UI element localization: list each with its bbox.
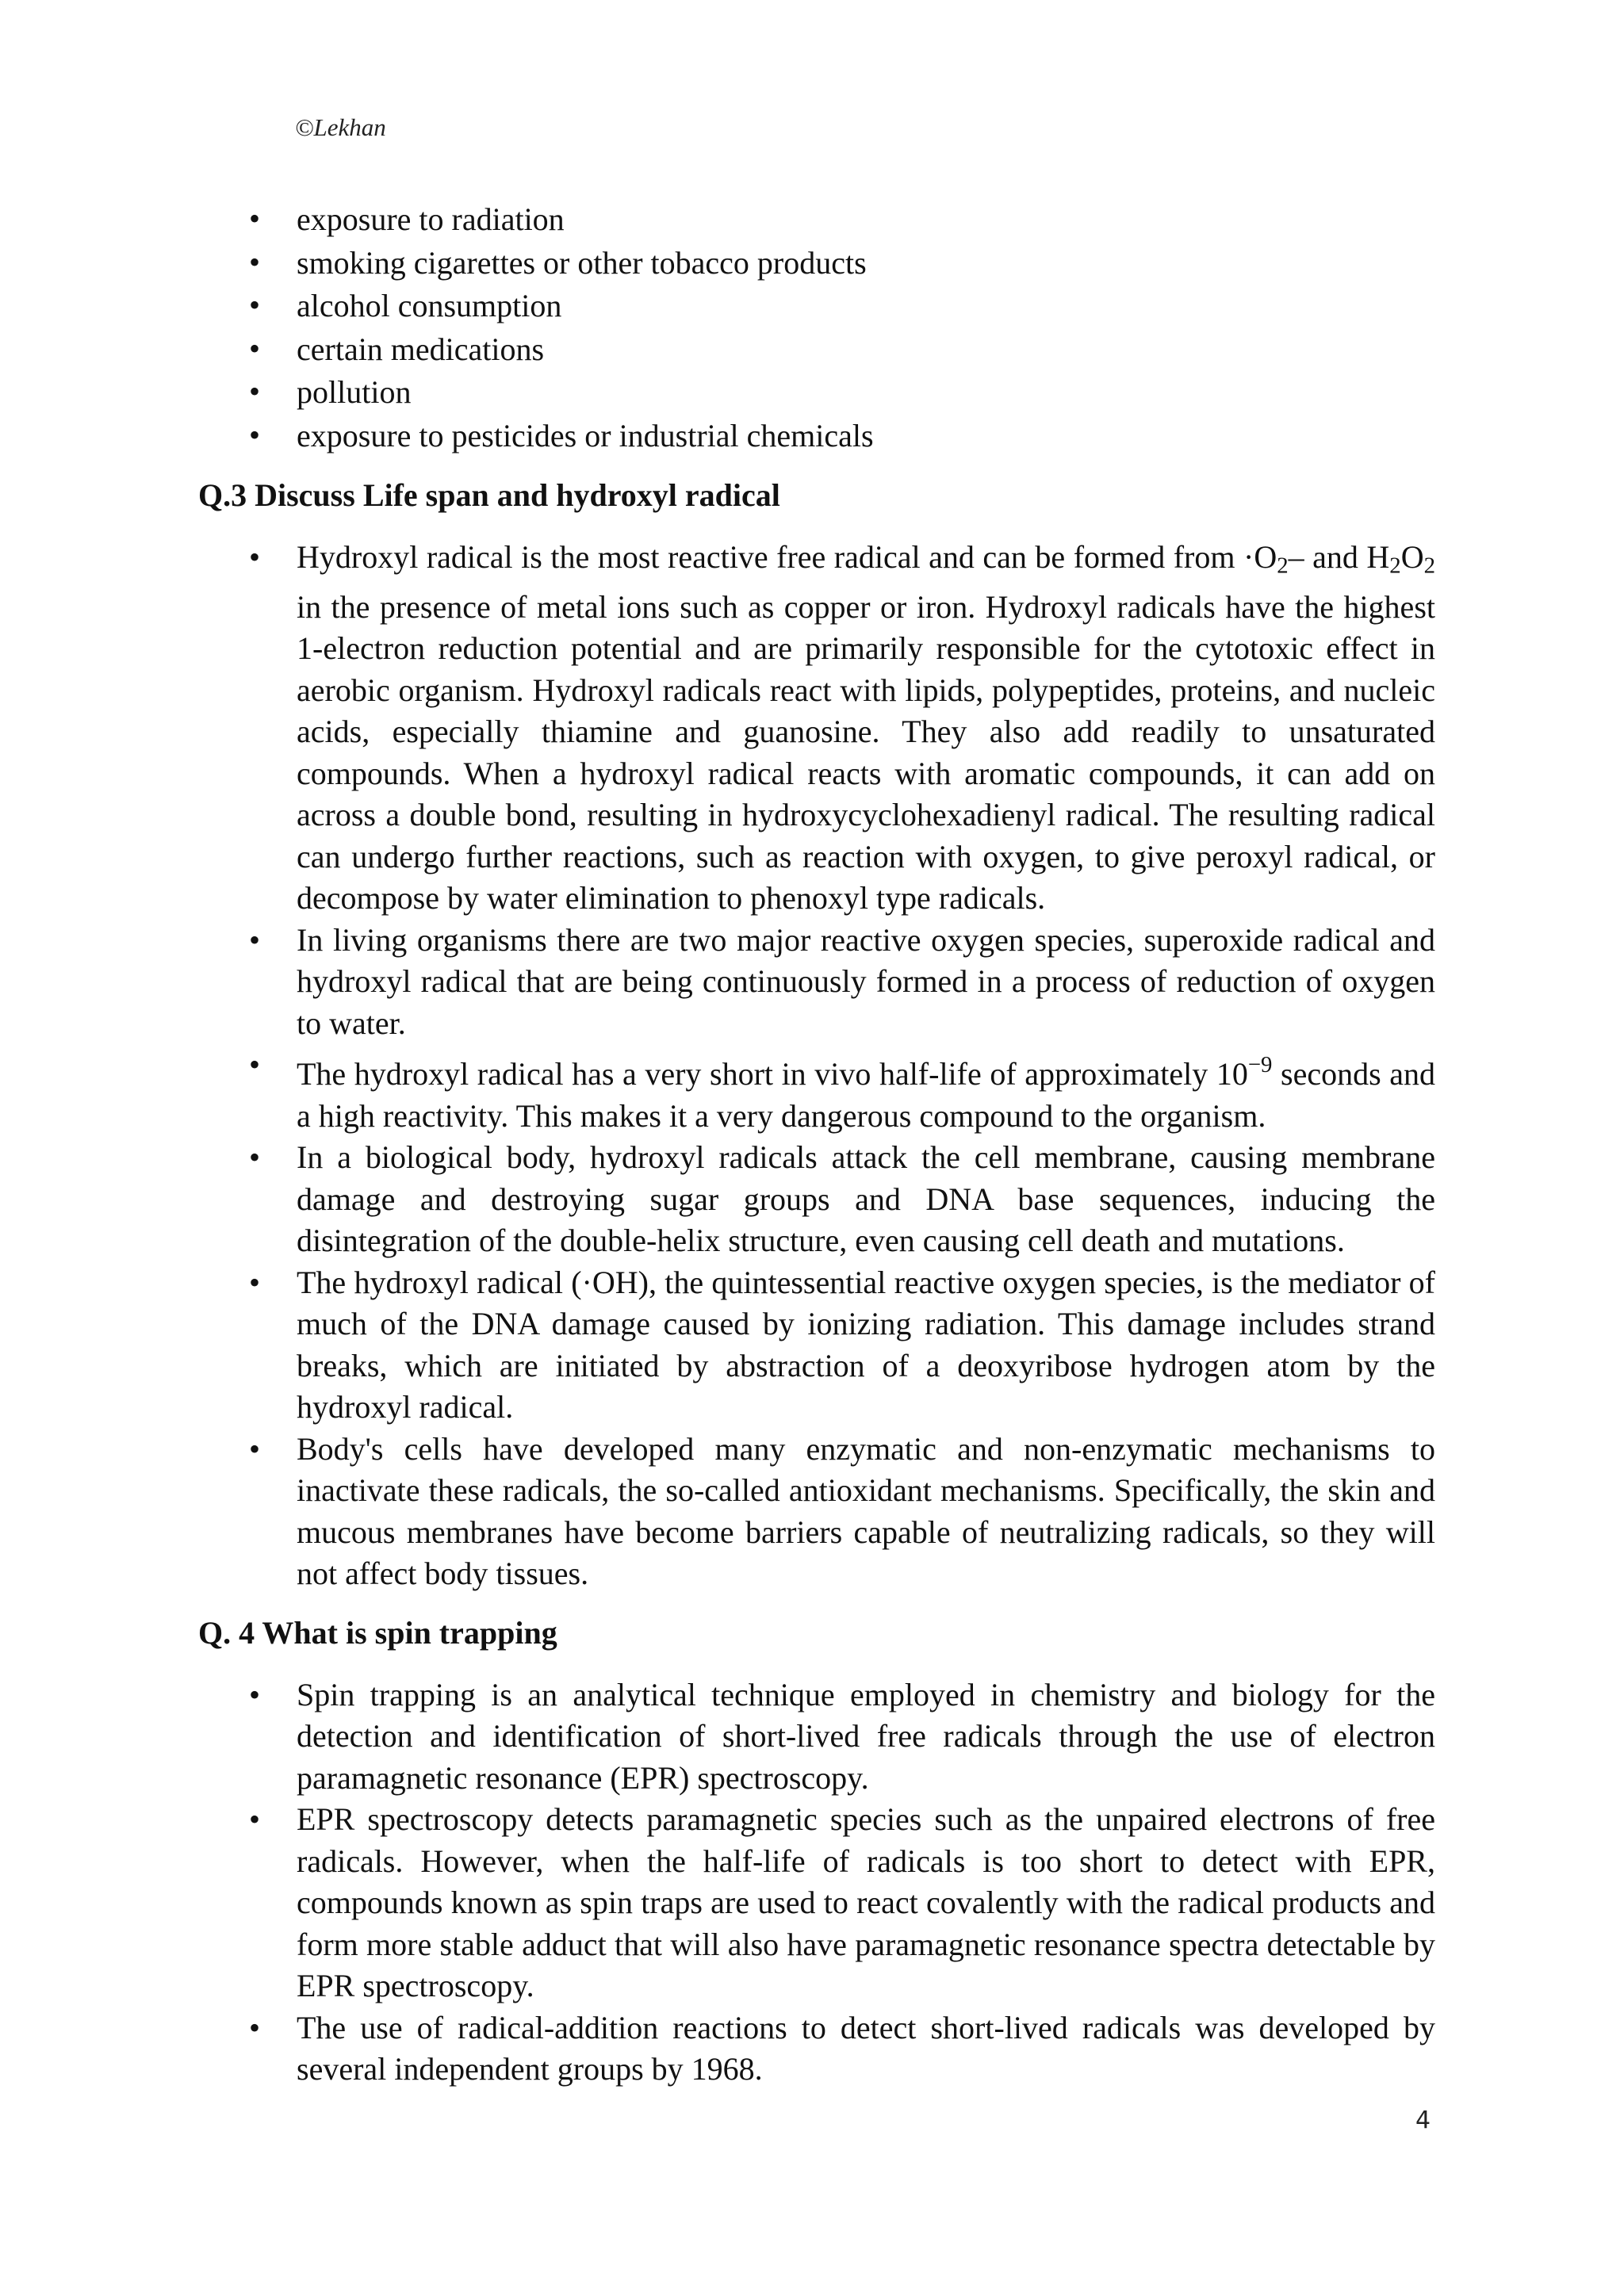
copyright-mark: ©Lekhan: [295, 113, 386, 141]
list-item: • exposure to pesticides or industrial chemicals: [198, 415, 1435, 458]
bullet-icon: •: [249, 539, 261, 575]
bullet-icon: •: [249, 1676, 261, 1712]
bullet-icon: •: [249, 921, 261, 958]
bullet-icon: •: [249, 1801, 261, 1838]
list-item: • EPR spectroscopy detects paramagnetic species such as the unpaired electrons of free radicals. However, when the half-life of radicals is too short to detect with EPR, compounds known as spin traps are used to react covalently with the radical products and form more stable adduct that will also have paramagnetic resonance spectra detectable by EPR spectroscopy.: [198, 1799, 1435, 2007]
bullet-icon: •: [249, 287, 261, 323]
list-item: • Body's cells have developed many enzymatic and non-enzymatic mechanisms to inactivate these radicals, the so-called antioxidant mechanisms. Specifically, the skin and mucous membranes have become barriers capable of neutralizing radicals, so they will not affect body tissues.: [198, 1429, 1435, 1595]
list-item: • exposure to radiation: [198, 198, 1435, 242]
page-content: [198, 198, 1435, 2091]
list-item: • The use of radical-addition reactions to detect short-lived radicals was developed by several independent groups by 1968.: [198, 2007, 1435, 2091]
list-item: • certain medications: [198, 328, 1435, 372]
bullet-icon: •: [249, 330, 261, 366]
section-heading-q3: Q.3 Discuss Life span and hydroxyl radical: [198, 477, 780, 513]
list-item: • smoking cigarettes or other tobacco products: [198, 242, 1435, 285]
list-item: • pollution: [198, 371, 1435, 415]
list-item: • The hydroxyl radical (·OH), the quintessential reactive oxygen species, is the mediator of much of the DNA damage caused by ionizing radiation. This damage includes strand breaks, which are initiated by abstraction of a deoxyribose hydrogen atom by the hydroxyl radical.: [198, 1262, 1435, 1429]
page-number: 4: [1415, 2107, 1431, 2134]
bullet-icon: •: [249, 1139, 261, 1176]
risk-factor-list: [198, 198, 1435, 457]
list-item: • Spin trapping is an analytical technique employed in chemistry and biology for the detection and identification of short-lived free radicals through the use of electron paramagnetic resonance (EPR) spectroscopy.: [198, 1674, 1435, 1800]
bullet-icon: •: [249, 1430, 261, 1467]
list-item: • Hydroxyl radical is the most reactive free radical and can be formed from $\cdot O_2-$ and $H_2O_2$ in the presence of metal ions such as copper or iron. Hydroxyl radicals have the highest 1-electron reduction potential and are primarily responsible for the cytotoxic effect in aerobic organism. Hydroxyl radicals react with lipids, polypeptides, proteins, and nucleic acids, especially thiamine and guanosine. They also add readily to unsaturated compounds. When a hydroxyl radical reacts with aromatic compounds, it can add on across a double bond, resulting in hydroxycyclohexadienyl radical. The resulting radical can undergo further reactions, such as reaction with oxygen, to give peroxyl radical, or decompose by water elimination to phenoxyl type radicals.: [198, 537, 1435, 920]
bullet-icon: •: [249, 243, 261, 280]
list-item: • The hydroxyl radical has a very short in vivo half-life of approximately $10^{-9}$ seconds and a high reactivity. This makes it a very dangerous compound to the organism.: [198, 1044, 1435, 1137]
list-item: • alcohol consumption: [198, 285, 1435, 328]
section-heading-q4: Q. 4 What is spin trapping: [198, 1614, 557, 1651]
list-item: • In a biological body, hydroxyl radicals attack the cell membrane, causing membrane damage and destroying sugar groups and DNA base sequences, inducing the disintegration of the double-helix structure, even causing cell death and mutations.: [198, 1137, 1435, 1262]
bullet-icon: •: [249, 2009, 261, 2045]
bullet-icon: •: [249, 416, 261, 453]
list-item: • In living organisms there are two major reactive oxygen species, superoxide radical and hydroxyl radical that are being continuously formed in a process of reduction of oxygen to water.: [198, 920, 1435, 1045]
hydroxyl-radical-list: [198, 537, 1435, 1595]
bullet-icon: •: [249, 1047, 261, 1083]
bullet-icon: •: [249, 373, 261, 409]
bullet-icon: •: [249, 1264, 261, 1300]
spin-trapping-list: [198, 1674, 1435, 2091]
bullet-icon: •: [249, 201, 261, 236]
